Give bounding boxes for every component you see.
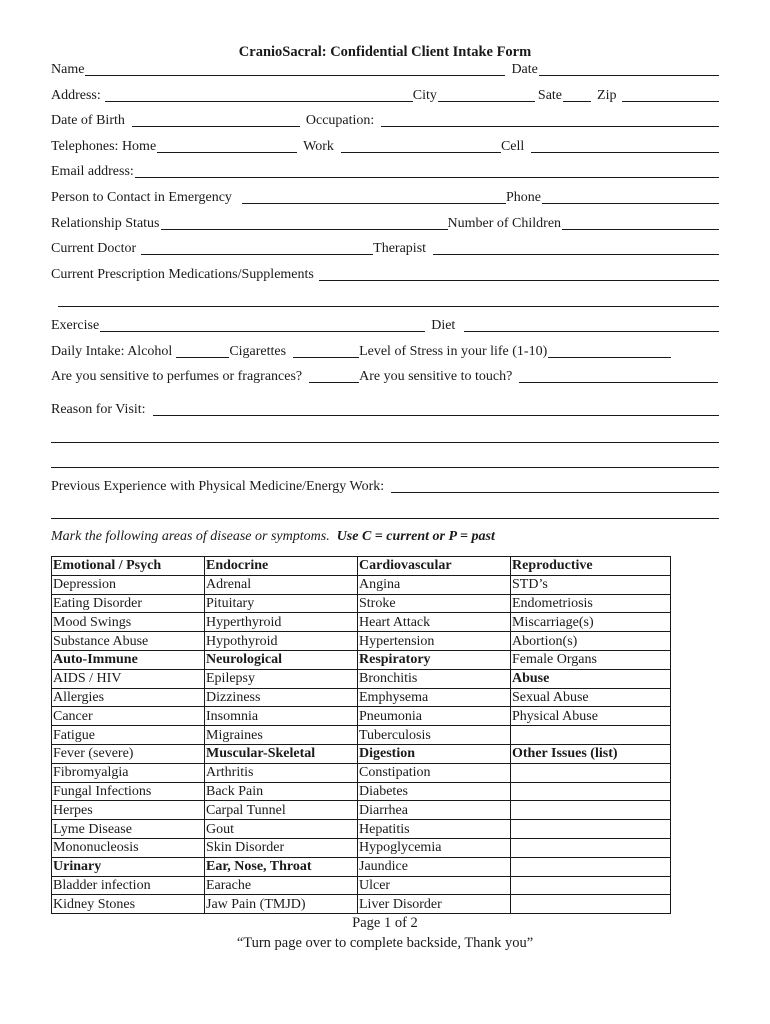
- dob-field[interactable]: [132, 113, 300, 127]
- form-title: CranioSacral: Confidential Client Intake Form: [238, 44, 532, 60]
- category-header-cell: Cardiovascular: [358, 557, 511, 576]
- symptom-cell[interactable]: Jaw Pain (TMJD): [205, 895, 358, 914]
- blank-cell[interactable]: [511, 895, 671, 914]
- symptom-cell[interactable]: Hypoglycemia: [358, 838, 511, 857]
- reason-extra-line-1[interactable]: [51, 442, 719, 443]
- blank-cell[interactable]: [511, 782, 671, 801]
- medications-extra-line[interactable]: [58, 306, 719, 307]
- symptom-cell[interactable]: STD’s: [511, 575, 671, 594]
- table-row: [52, 650, 671, 669]
- alcohol-label: Daily Intake: Alcohol: [51, 344, 173, 359]
- symptom-cell[interactable]: Miscarriage(s): [511, 613, 671, 632]
- blank-cell[interactable]: [511, 801, 671, 820]
- symptom-cell[interactable]: Abortion(s): [511, 632, 671, 651]
- symptom-cell[interactable]: Heart Attack: [358, 613, 511, 632]
- perfumes-field[interactable]: [309, 369, 359, 383]
- email-label: Email address:: [51, 164, 134, 179]
- exercise-label: Exercise: [51, 318, 100, 333]
- symptom-cell[interactable]: Back Pain: [205, 782, 358, 801]
- table-row: [52, 876, 671, 895]
- symptom-cell[interactable]: Herpes: [52, 801, 205, 820]
- symptom-cell[interactable]: Migraines: [205, 726, 358, 745]
- category-header-cell: Emotional / Psych: [52, 557, 205, 576]
- therapist-field[interactable]: [433, 241, 719, 255]
- home-phone-field[interactable]: [157, 139, 297, 153]
- symptom-cell[interactable]: Carpal Tunnel: [205, 801, 358, 820]
- symptom-cell[interactable]: Fever (severe): [52, 744, 205, 763]
- symptom-cell[interactable]: Arthritis: [205, 763, 358, 782]
- reason-label: Reason for Visit:: [51, 402, 146, 417]
- symptom-cell[interactable]: Sexual Abuse: [511, 688, 671, 707]
- cell-phone-field[interactable]: [531, 139, 719, 153]
- category-header-cell: Reproductive: [511, 557, 671, 576]
- doctor-field[interactable]: [141, 241, 373, 255]
- reason-extra-line-2[interactable]: [51, 467, 719, 468]
- cigarettes-label: Cigarettes: [229, 344, 287, 359]
- touch-label: Are you sensitive to touch?: [359, 369, 513, 384]
- blank-cell[interactable]: [511, 876, 671, 895]
- symptom-cell[interactable]: Physical Abuse: [511, 707, 671, 726]
- relationship-row: [51, 214, 719, 232]
- symptom-cell[interactable]: Hepatitis: [358, 820, 511, 839]
- symptom-cell[interactable]: Endometriosis: [511, 594, 671, 613]
- diet-field[interactable]: [464, 318, 719, 332]
- sensitivity-row: [51, 367, 718, 385]
- emergency-row: [51, 188, 719, 206]
- blank-cell[interactable]: [511, 838, 671, 857]
- phone-label: Phone: [505, 190, 541, 205]
- symptom-cell[interactable]: Fatigue: [52, 726, 205, 745]
- therapist-label: Therapist: [373, 241, 427, 256]
- zip-label: Zip: [597, 88, 617, 103]
- email-row: [51, 162, 719, 180]
- occupation-label: Occupation:: [305, 113, 375, 128]
- symptom-cell[interactable]: AIDS / HIV: [52, 669, 205, 688]
- blank-cell[interactable]: [511, 763, 671, 782]
- reason-row: [51, 400, 719, 418]
- category-header-cell: Urinary: [52, 857, 205, 876]
- blank-cell[interactable]: [511, 857, 671, 876]
- medications-label: Current Prescription Medications/Supplements: [51, 267, 314, 282]
- city-field[interactable]: [438, 88, 535, 102]
- table-row: [52, 707, 671, 726]
- blank-cell[interactable]: [511, 820, 671, 839]
- symptom-cell[interactable]: Mononucleosis: [52, 838, 205, 857]
- address-field[interactable]: [105, 88, 413, 102]
- previous-experience-row: [51, 477, 719, 495]
- category-header-cell: Abuse: [511, 669, 671, 688]
- symptom-cell[interactable]: Angina: [358, 575, 511, 594]
- table-row: [52, 669, 671, 688]
- symptom-cell[interactable]: Epilepsy: [205, 669, 358, 688]
- medications-field[interactable]: [319, 267, 719, 281]
- symptom-cell[interactable]: Dizziness: [205, 688, 358, 707]
- name-field[interactable]: [85, 62, 505, 76]
- previous-experience-label: Previous Experience with Physical Medicine/Energy Work:: [51, 479, 385, 494]
- page-number: Page 1 of 2: [352, 915, 418, 931]
- category-header-cell: Muscular-Skeletal: [205, 744, 358, 763]
- symptom-cell[interactable]: Tuberculosis: [358, 726, 511, 745]
- instruction-text: Mark the following areas of disease or symptoms.: [51, 529, 330, 544]
- emergency-phone-field[interactable]: [542, 190, 719, 204]
- symptom-cell[interactable]: Lyme Disease: [52, 820, 205, 839]
- category-header-cell: Other Issues (list): [511, 744, 671, 763]
- symptom-cell[interactable]: Insomnia: [205, 707, 358, 726]
- table-row: [52, 613, 671, 632]
- symptom-cell[interactable]: Pituitary: [205, 594, 358, 613]
- date-field[interactable]: [539, 62, 719, 76]
- table-row: [52, 820, 671, 839]
- symptom-cell[interactable]: Jaundice: [358, 857, 511, 876]
- category-header-cell: Digestion: [358, 744, 511, 763]
- date-label: Date: [511, 62, 538, 77]
- table-row: [52, 726, 671, 745]
- table-row: [52, 575, 671, 594]
- daily-intake-row: [51, 342, 671, 360]
- blank-cell[interactable]: [511, 726, 671, 745]
- symptom-cell[interactable]: Liver Disorder: [358, 895, 511, 914]
- diet-label: Diet: [431, 318, 456, 333]
- perfumes-label: Are you sensitive to perfumes or fragrances?: [51, 369, 303, 384]
- category-header-cell: Neurological: [205, 650, 358, 669]
- symptom-cell[interactable]: Bronchitis: [358, 669, 511, 688]
- name-label: Name: [51, 62, 85, 77]
- table-row: [52, 782, 671, 801]
- footer-note: “Turn page over to complete backside, Thank you”: [236, 935, 534, 951]
- stress-field[interactable]: [548, 344, 671, 358]
- symptoms-table: [51, 556, 671, 914]
- occupation-field[interactable]: [381, 113, 719, 127]
- symptom-cell[interactable]: Diarrhea: [358, 801, 511, 820]
- table-row: [52, 744, 671, 763]
- work-phone-field[interactable]: [341, 139, 501, 153]
- symptoms-instruction: [51, 529, 495, 545]
- symptom-cell[interactable]: Hyperthyroid: [205, 613, 358, 632]
- table-row: [52, 688, 671, 707]
- category-header-cell: Respiratory: [358, 650, 511, 669]
- telephones-row: [51, 137, 719, 155]
- table-row: [52, 557, 671, 576]
- symptom-cell[interactable]: Fibromyalgia: [52, 763, 205, 782]
- state-label: Sate: [537, 88, 563, 103]
- symptom-cell[interactable]: Depression: [52, 575, 205, 594]
- symptom-cell[interactable]: Gout: [205, 820, 358, 839]
- instruction-key: Use C = current or P = past: [336, 529, 495, 544]
- exercise-row: [51, 316, 719, 334]
- symptom-cell[interactable]: Eating Disorder: [52, 594, 205, 613]
- zip-field[interactable]: [622, 88, 719, 102]
- symptom-cell[interactable]: Hypertension: [358, 632, 511, 651]
- doctor-row: [51, 239, 719, 257]
- relationship-status-field[interactable]: [161, 216, 448, 230]
- reason-field[interactable]: [153, 402, 719, 416]
- address-row: [51, 86, 719, 104]
- doctor-label: Current Doctor: [51, 241, 137, 256]
- table-row: [52, 857, 671, 876]
- exercise-field[interactable]: [100, 318, 425, 332]
- email-field[interactable]: [135, 164, 719, 178]
- symptom-cell[interactable]: Fungal Infections: [52, 782, 205, 801]
- telephones-home-label: Telephones: Home: [51, 139, 157, 154]
- previous-experience-extra-line[interactable]: [51, 518, 719, 519]
- symptom-cell[interactable]: Skin Disorder: [205, 838, 358, 857]
- cigarettes-field[interactable]: [293, 344, 359, 358]
- table-row: [52, 895, 671, 914]
- emergency-contact-field[interactable]: [242, 190, 506, 204]
- medications-row: [51, 265, 719, 283]
- address-label: Address:: [51, 88, 101, 103]
- name-date-row: [51, 60, 719, 78]
- symptom-cell[interactable]: Constipation: [358, 763, 511, 782]
- previous-experience-field[interactable]: [391, 479, 719, 493]
- category-header-cell: Auto-Immune: [52, 650, 205, 669]
- symptom-cell[interactable]: Earache: [205, 876, 358, 895]
- symptom-cell[interactable]: Mood Swings: [52, 613, 205, 632]
- symptom-cell[interactable]: Allergies: [52, 688, 205, 707]
- dob-label: Date of Birth: [51, 113, 125, 128]
- symptom-cell[interactable]: Female Organs: [511, 650, 671, 669]
- table-row: [52, 632, 671, 651]
- category-header-cell: Ear, Nose, Throat: [205, 857, 358, 876]
- table-row: [52, 763, 671, 782]
- symptom-cell[interactable]: Substance Abuse: [52, 632, 205, 651]
- alcohol-field[interactable]: [176, 344, 229, 358]
- symptom-cell[interactable]: Cancer: [52, 707, 205, 726]
- work-label: Work: [303, 139, 334, 154]
- symptom-cell[interactable]: Hypothyroid: [205, 632, 358, 651]
- symptom-cell[interactable]: Stroke: [358, 594, 511, 613]
- city-label: City: [412, 88, 437, 103]
- table-row: [52, 594, 671, 613]
- children-field[interactable]: [562, 216, 719, 230]
- symptom-cell[interactable]: Adrenal: [205, 575, 358, 594]
- symptom-cell[interactable]: Kidney Stones: [52, 895, 205, 914]
- touch-field[interactable]: [519, 369, 718, 383]
- state-field[interactable]: [563, 88, 591, 102]
- symptom-cell[interactable]: Ulcer: [358, 876, 511, 895]
- dob-row: [51, 111, 719, 129]
- relationship-status-label: Relationship Status: [51, 216, 160, 231]
- symptom-cell[interactable]: Bladder infection: [52, 876, 205, 895]
- cell-label: Cell: [500, 139, 525, 154]
- symptom-cell[interactable]: Pneumonia: [358, 707, 511, 726]
- stress-label: Level of Stress in your life (1-10): [359, 344, 548, 359]
- children-label: Number of Children: [447, 216, 562, 231]
- category-header-cell: Endocrine: [205, 557, 358, 576]
- symptom-cell[interactable]: Diabetes: [358, 782, 511, 801]
- emergency-contact-label: Person to Contact in Emergency: [51, 190, 232, 205]
- table-row: [52, 801, 671, 820]
- symptom-cell[interactable]: Emphysema: [358, 688, 511, 707]
- table-row: [52, 838, 671, 857]
